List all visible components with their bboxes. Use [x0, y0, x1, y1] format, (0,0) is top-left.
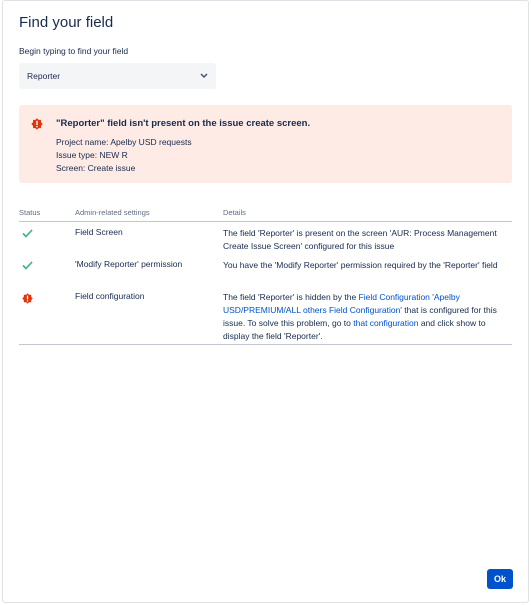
check-icon [22, 261, 33, 272]
details-text: and click show to display the field 'Reporter'. [223, 318, 486, 341]
field-configuration-link[interactable]: Field Configuration 'Apelby USD/PREMIUM/ALL others Field Configuration' [223, 292, 460, 315]
error-icon [31, 117, 43, 135]
header-status: Status [19, 208, 41, 217]
field-select-value: Reporter [27, 71, 61, 81]
table-row [19, 286, 512, 345]
row-setting: Field Screen [75, 227, 123, 237]
row-details [223, 291, 513, 343]
row-details: You have the 'Modify Reporter' permission required by the 'Reporter' field [223, 260, 498, 270]
dialog-title: Find your field [19, 14, 114, 31]
alert-title: "Reporter" field isn't present on the issue create screen. [56, 118, 311, 129]
header-details: Details [223, 208, 246, 217]
alert-project: Project name: Apelby USD requests [56, 137, 192, 147]
check-icon [22, 229, 33, 240]
row-setting: 'Modify Reporter' permission [75, 259, 183, 269]
table-row [19, 254, 512, 286]
row-details: The field 'Reporter' is present on the screen 'AUR: Process Management Create Issue Screen' configured for this issue [223, 228, 497, 251]
field-select[interactable] [19, 63, 216, 89]
error-alert [19, 105, 512, 183]
alert-issue-type: Issue type: NEW R [56, 150, 128, 160]
that-configuration-link[interactable]: that configuration [353, 318, 419, 328]
table-row [19, 222, 512, 254]
error-icon [22, 293, 33, 306]
details-text: The field 'Reporter' is hidden by the [223, 292, 359, 302]
header-setting: Admin-related settings [75, 208, 150, 217]
settings-table [19, 206, 512, 345]
find-field-dialog [2, 0, 529, 603]
chevron-down-icon [200, 73, 208, 79]
alert-screen: Screen: Create issue [56, 163, 136, 173]
search-label: Begin typing to find your field [19, 46, 129, 56]
ok-button[interactable]: Ok [487, 569, 513, 589]
details-text: that is configured for this issue. To solve this problem, go to [223, 305, 497, 328]
table-header [19, 206, 512, 222]
row-setting: Field configuration [75, 291, 145, 301]
